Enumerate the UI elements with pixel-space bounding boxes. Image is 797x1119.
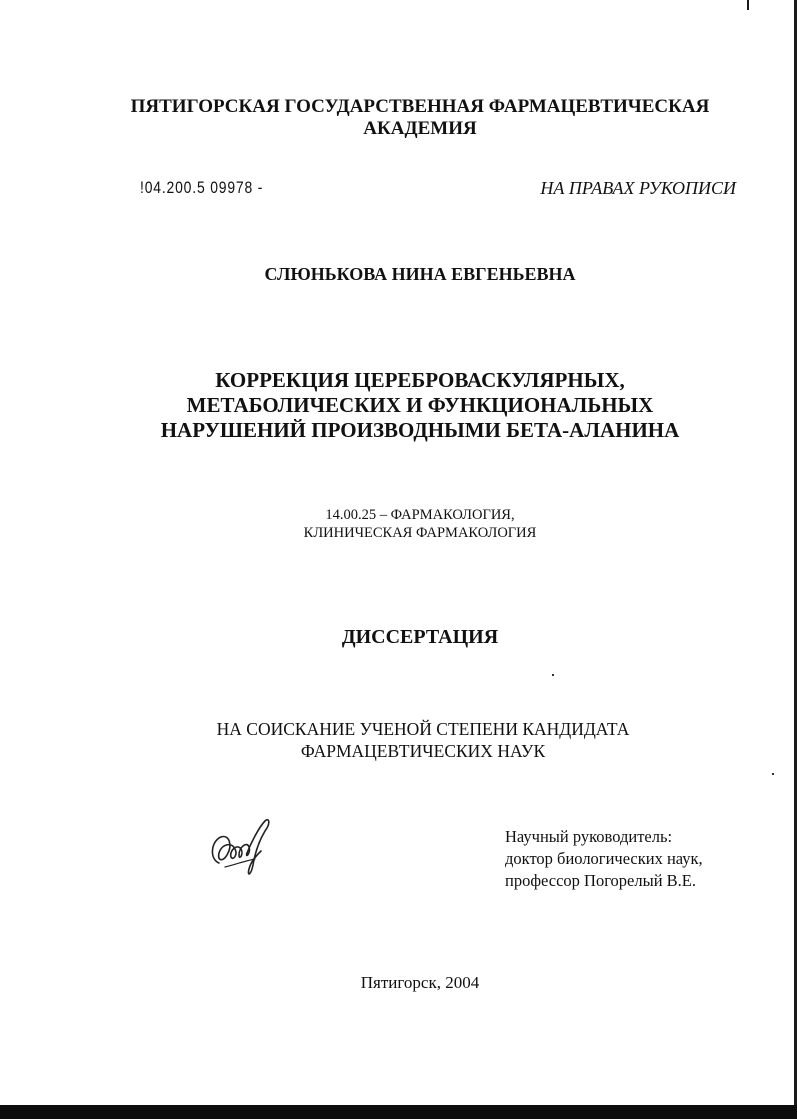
degree-line: ФАРМАЦЕВТИЧЕСКИХ НАУК [300, 741, 546, 761]
registration-number: !04.200.5 09978 - [140, 178, 264, 197]
title-line: НАРУШЕНИЙ ПРОИЗВОДНЫМИ БЕТА-АЛАНИНА [160, 418, 680, 442]
scan-mark [747, 0, 749, 10]
city-year: Пятигорск, 2004 [360, 973, 480, 992]
institution-name [100, 96, 740, 140]
supervisor-block [505, 826, 765, 892]
scan-bottom-edge [0, 1105, 797, 1119]
specialty-line: 14.00.25 – ФАРМАКОЛОГИЯ, [325, 507, 515, 523]
degree-line: НА СОИСКАНИЕ УЧЕНОЙ СТЕПЕНИ КАНДИДАТА [216, 719, 630, 739]
title-line: МЕТАБОЛИЧЕСКИХ И ФУНКЦИОНАЛЬНЫХ [186, 393, 654, 417]
supervisor-name: профессор Погорелый В.Е. [505, 871, 696, 890]
supervisor-label: Научный руководитель: [505, 827, 673, 846]
title-line: КОРРЕКЦИЯ ЦЕРЕБРОВАСКУЛЯРНЫХ, [215, 368, 625, 392]
signature-icon [205, 815, 285, 881]
institution-line: ПЯТИГОРСКАЯ ГОСУДАРСТВЕННАЯ ФАРМАЦЕВТИЧЕСКАЯ [130, 96, 710, 117]
supervisor-degree: доктор биологических наук, [505, 849, 703, 868]
signature [205, 815, 285, 881]
specialty [100, 506, 740, 542]
dissertation-title [100, 368, 740, 443]
institution-line: АКАДЕМИЯ [363, 118, 477, 139]
scan-speck [772, 773, 774, 775]
degree-sought [100, 718, 746, 762]
specialty-line: КЛИНИЧЕСКАЯ ФАРМАКОЛОГИЯ [303, 525, 537, 541]
document-type: ДИССЕРТАЦИЯ [341, 626, 499, 648]
manuscript-rights: НА ПРАВАХ РУКОПИСИ [540, 178, 736, 198]
author-name: СЛЮНЬКОВА НИНА ЕВГЕНЬЕВНА [264, 264, 576, 284]
scan-speck [552, 674, 554, 676]
